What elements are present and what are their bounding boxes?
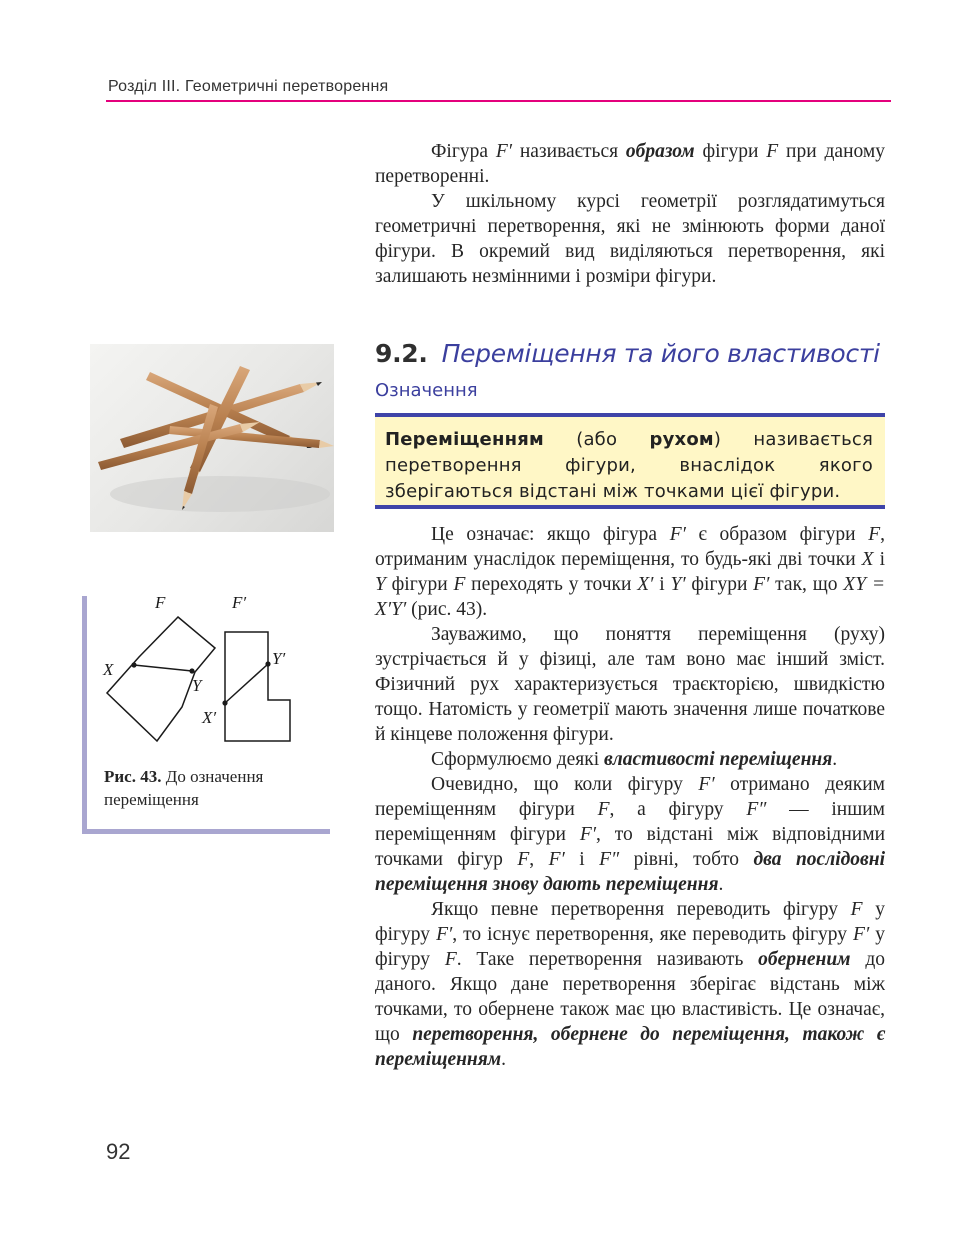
- pencils-photo: [90, 344, 334, 532]
- label-Y: Y: [192, 676, 202, 695]
- point-Y: [189, 668, 194, 673]
- running-header: Розділ III. Геометричні перетворення: [108, 78, 389, 95]
- section-number: 9.2.: [375, 339, 428, 368]
- point-Xp: [222, 700, 227, 705]
- intro-paragraph-1: Фігура F′ називається образом фігури F при даному перетворенні.: [375, 141, 885, 187]
- body-paragraph-5: Сформулюємо деякі властивості переміщення.: [431, 749, 838, 770]
- label-Yprime: Y′: [272, 649, 286, 668]
- point-Yp: [265, 661, 270, 666]
- body-paragraph-4: Зауважимо, що поняття переміщення (руху) зустрічається й у фізиці, але там воно має інший зміст. Фізичний рух характеризується траєкторією, швидкістю тощо. Натомість у геометрії мають значення лише початкове й кінцеве положення фігури.: [375, 624, 885, 745]
- body-text: [375, 522, 885, 1072]
- section-name: Переміщення та його властивості: [441, 339, 880, 368]
- label-Xprime: X′: [202, 708, 217, 727]
- label-F: F: [155, 596, 166, 612]
- definition-text: Переміщенням (або рухом) називається перетворення фігури, внаслідок якого зберігаються відстані між точками цієї фігури.: [385, 429, 873, 502]
- segment-XY: [134, 665, 192, 671]
- body-paragraph-3: Це означає: якщо фігура F′ є образом фігури F, отриманим унаслідок переміщення, то будь-які дві точки X і Y фігури F переходять у точки X′ і Y′ фігури F′ так, що XY = X′Y′ (рис. 43).: [375, 524, 885, 620]
- intro-text: [375, 139, 885, 289]
- page-number: 92: [106, 1139, 131, 1164]
- body-paragraph-7: Якщо певне перетворення переводить фігуру F у фігуру F′, то існує перетворення, яке переводить фігуру F′ у фігуру F. Таке перетворення називають оберненим до даного. Якщо дане перетворення зберігає відстань між точками, то обернене також має цю властивість. Це означає, що перетворення, обернене до переміщення, також є переміщенням.: [375, 899, 886, 1070]
- section-title: [375, 339, 880, 368]
- header-rule: [106, 100, 891, 102]
- subheading-definition: Означення: [375, 380, 478, 401]
- intro-paragraph-2: У шкільному курсі геометрії розглядатимуться геометричні перетворення, які не змінюють форми даної фігури. В окремий вид виділяються перетворення, які залишають незмінними і розміри фігури.: [375, 191, 885, 287]
- body-paragraph-6: Очевидно, що коли фігуру F′ отримано деяким переміщенням фігури F, а фігуру F″ — іншим переміщенням фігури F′, то відстані між відповідними точками фігур F, F′ і F″ рівні, тобто два послідовні переміщення знову дають переміщення.: [375, 774, 886, 895]
- label-Fprime: F′: [232, 596, 247, 612]
- definition-box: [375, 413, 885, 509]
- segment-XpYp: [225, 664, 268, 703]
- label-X: X: [103, 660, 114, 679]
- point-X: [131, 662, 136, 667]
- figure-43-diagram: [82, 596, 330, 766]
- figure-caption: Рис. 43. До означення переміщення: [104, 767, 264, 809]
- pencils-illustration: [90, 344, 334, 532]
- panel-bottom-bar: [82, 829, 330, 834]
